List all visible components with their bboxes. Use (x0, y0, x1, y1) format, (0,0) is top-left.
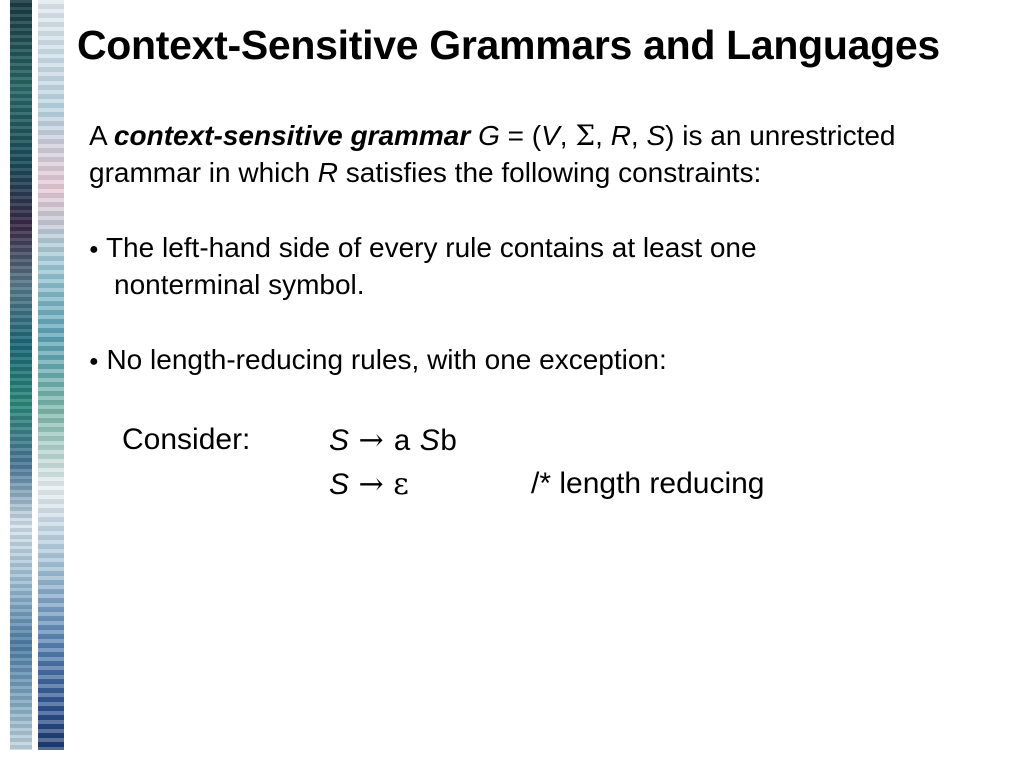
rule-2 (329, 467, 409, 502)
rule-2-comment: /* length reducing (531, 467, 765, 500)
definition-line2-start: grammar in which (89, 157, 318, 188)
definition-equals: = ( (499, 120, 542, 151)
nonterminal-s: S (419, 424, 440, 457)
arrow-icon: → (349, 467, 394, 502)
bullet-item-1 (89, 229, 757, 268)
symbol-r: R (610, 120, 631, 151)
terminal-a: a (393, 426, 412, 460)
bullet-2-text: No length-reducing rules, with one exception: (106, 344, 667, 375)
separator: , (630, 120, 647, 151)
symbol-v: V (541, 120, 560, 151)
rule-1 (329, 423, 458, 460)
separator: , (595, 120, 611, 151)
separator: , (559, 120, 576, 151)
definition-term: context-sensitive grammar (113, 120, 471, 151)
rule-lhs: S (329, 424, 350, 457)
bullet-icon: ● (89, 353, 99, 371)
example-label: Consider: (122, 423, 251, 456)
symbol-s: S (646, 120, 666, 151)
bullet-icon: ● (89, 241, 99, 259)
definition-line-1 (89, 117, 896, 154)
definition-suffix: ) is an unrestricted (665, 120, 896, 151)
definition-line2-end: satisfies the following constraints: (337, 157, 762, 188)
definition-prefix: A (89, 120, 114, 151)
decorative-stripe-light (38, 0, 64, 750)
slide-title: Context-Sensitive Grammars and Languages (77, 22, 940, 68)
decorative-stripe-dark (10, 0, 32, 750)
grammar-symbol-g: G (478, 120, 500, 151)
symbol-sigma: Σ (575, 119, 596, 152)
bullet-1-text: The left-hand side of every rule contains at least one (105, 232, 757, 263)
bullet-item-2 (89, 341, 667, 380)
epsilon-symbol: ε (393, 467, 409, 502)
arrow-icon: → (349, 423, 394, 458)
definition-line-2 (89, 154, 761, 191)
symbol-r: R (317, 157, 338, 188)
bullet-item-1-continuation: nonterminal symbol. (114, 269, 365, 300)
terminal-b: b (439, 426, 458, 460)
rule-lhs: S (329, 468, 350, 501)
